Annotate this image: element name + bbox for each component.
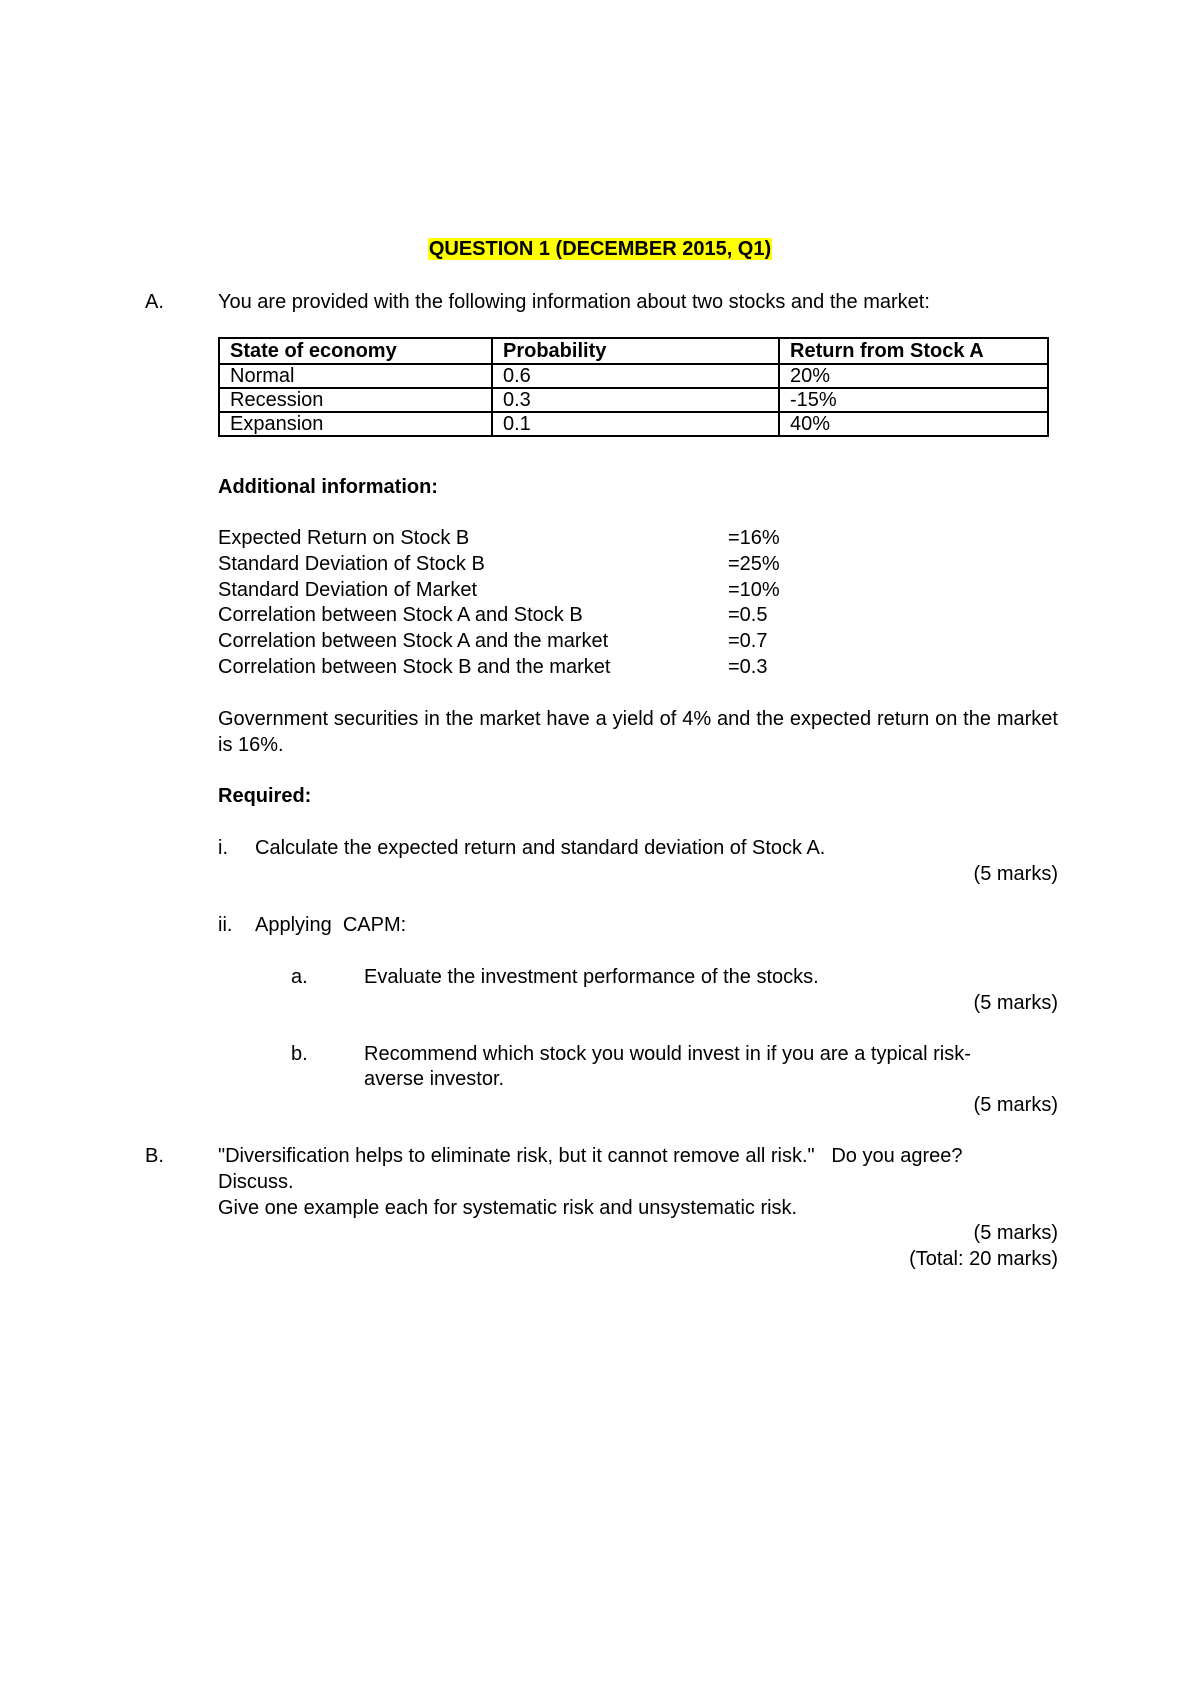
additional-info-heading: Additional information: bbox=[218, 476, 438, 498]
table-header-row bbox=[219, 338, 1048, 364]
question-i-number: i. bbox=[218, 837, 228, 859]
info-value: =0.7 bbox=[728, 630, 768, 652]
sub-question-b-text-line2: averse investor. bbox=[364, 1068, 505, 1090]
part-b-marks: (5 marks) bbox=[973, 1222, 1058, 1244]
table-cell: 40% bbox=[779, 412, 1048, 436]
sub-question-b-label: b. bbox=[291, 1043, 308, 1065]
info-label: Correlation between Stock A and the market bbox=[218, 630, 609, 652]
table-cell: Normal bbox=[219, 364, 492, 388]
info-label: Correlation between Stock B and the market bbox=[218, 656, 611, 678]
info-label: Standard Deviation of Stock B bbox=[218, 553, 485, 575]
part-b-label: B. bbox=[145, 1145, 164, 1167]
sub-question-a-label: a. bbox=[291, 966, 308, 988]
info-value: =0.3 bbox=[728, 656, 768, 678]
government-securities-paragraph: Government securities in the market have a yield of 4% and the expected return on the market is 16%. bbox=[218, 708, 1058, 756]
table-cell: 20% bbox=[779, 364, 1048, 388]
info-value: =0.5 bbox=[728, 604, 768, 626]
info-value: =16% bbox=[728, 527, 780, 549]
sub-question-a-marks: (5 marks) bbox=[973, 992, 1058, 1014]
table-cell: 0.3 bbox=[492, 388, 779, 412]
part-b-line3: Give one example each for systematic risk and unsystematic risk. bbox=[218, 1197, 798, 1219]
info-value: =25% bbox=[728, 553, 780, 575]
required-heading: Required: bbox=[218, 785, 312, 807]
table-row bbox=[219, 412, 1048, 436]
info-value: =10% bbox=[728, 579, 780, 601]
total-marks: (Total: 20 marks) bbox=[909, 1248, 1058, 1270]
part-a-intro: You are provided with the following information about two stocks and the market: bbox=[218, 291, 930, 313]
table-cell: Expansion bbox=[219, 412, 492, 436]
info-label: Standard Deviation of Market bbox=[218, 579, 478, 601]
question-ii-text: Applying CAPM: bbox=[255, 914, 407, 936]
table-cell: -15% bbox=[779, 388, 1048, 412]
table-header-cell: State of economy bbox=[219, 338, 492, 364]
table-cell: Recession bbox=[219, 388, 492, 412]
table-row bbox=[219, 388, 1048, 412]
table-cell: 0.6 bbox=[492, 364, 779, 388]
economy-table bbox=[218, 337, 1049, 437]
question-i-text: Calculate the expected return and standard deviation of Stock A. bbox=[255, 837, 826, 859]
question-i-marks: (5 marks) bbox=[973, 863, 1058, 885]
table-row bbox=[219, 364, 1048, 388]
part-b-line2: Discuss. bbox=[218, 1171, 294, 1193]
table-header-cell: Return from Stock A bbox=[779, 338, 1048, 364]
part-a-label: A. bbox=[145, 291, 164, 313]
sub-question-b-text-line1: Recommend which stock you would invest in if you are a typical risk- bbox=[364, 1043, 971, 1065]
table-cell: 0.1 bbox=[492, 412, 779, 436]
table-header-cell: Probability bbox=[492, 338, 779, 364]
info-label: Expected Return on Stock B bbox=[218, 527, 470, 549]
question-title bbox=[0, 236, 1200, 262]
info-label: Correlation between Stock A and Stock B bbox=[218, 604, 583, 626]
sub-question-b-marks: (5 marks) bbox=[973, 1094, 1058, 1116]
sub-question-a-text: Evaluate the investment performance of the stocks. bbox=[364, 966, 819, 988]
part-b-line1: "Diversification helps to eliminate risk, but it cannot remove all risk." Do you agree? bbox=[218, 1145, 963, 1167]
question-title-text: QUESTION 1 (DECEMBER 2015, Q1) bbox=[428, 238, 772, 260]
question-ii-number: ii. bbox=[218, 914, 233, 936]
